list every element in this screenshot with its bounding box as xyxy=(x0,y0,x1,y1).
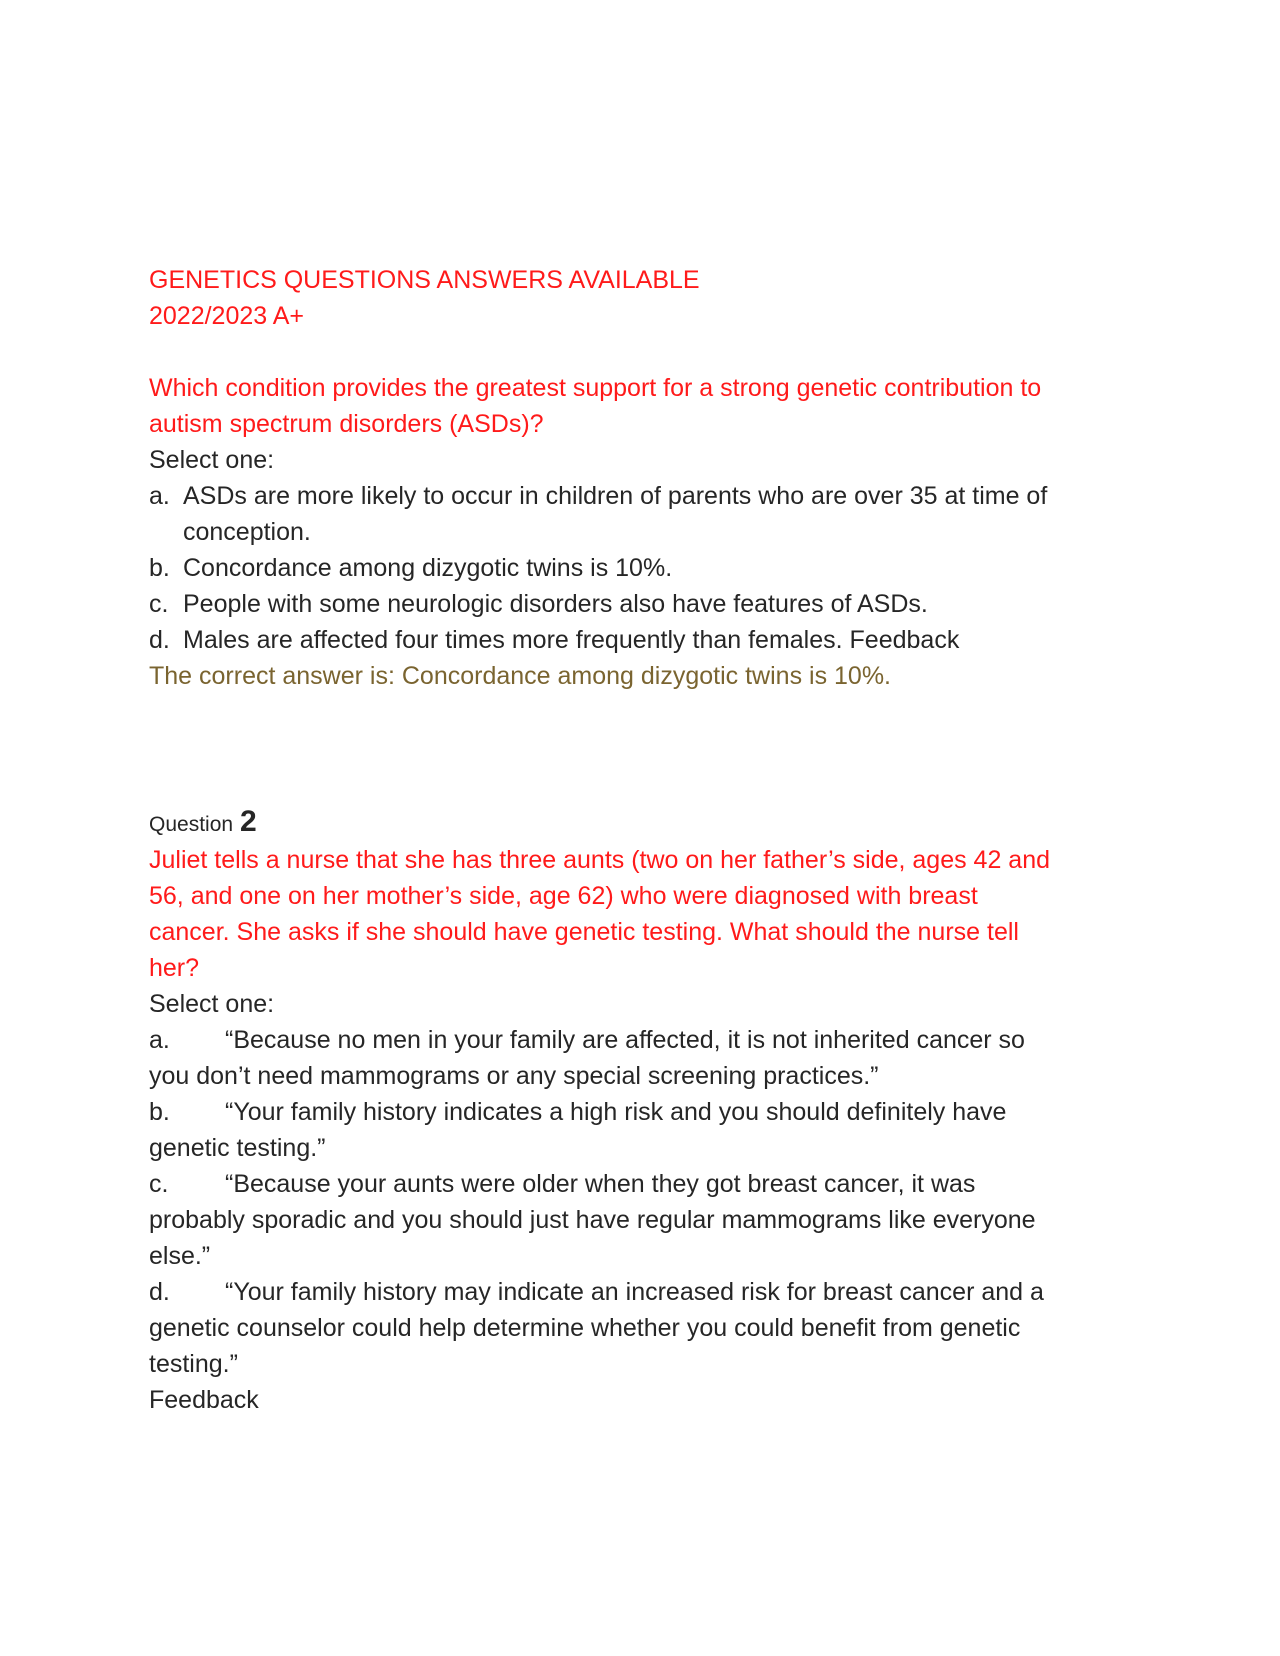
doc-title-line1: GENETICS QUESTIONS ANSWERS AVAILABLE xyxy=(149,266,700,294)
question-word: Question xyxy=(149,813,234,836)
q2-option-c[interactable] xyxy=(149,1166,1149,1274)
option-text-line1: “Your family history indicates a high risk and you should definitely have xyxy=(225,1098,1007,1126)
question-number: 2 xyxy=(240,805,257,838)
q1-option-a[interactable] xyxy=(149,478,1149,550)
option-text-line2: genetic counselor could help determine whether you could benefit from genetic xyxy=(149,1314,1021,1342)
q2-question-line2: 56, and one on her mother’s side, age 62) who were diagnosed with breast xyxy=(149,882,978,910)
option-text-line2: probably sporadic and you should just have regular mammograms like everyone xyxy=(149,1206,1036,1234)
option-text-line3: else.” xyxy=(149,1242,211,1270)
q2-feedback-label: Feedback xyxy=(149,1386,259,1414)
option-letter: a. xyxy=(149,1026,170,1054)
q2-question-line4: her? xyxy=(149,954,200,982)
option-text: Males are affected four times more frequently than females. Feedback xyxy=(183,626,960,654)
option-letter: b. xyxy=(149,554,170,582)
q2-option-a[interactable] xyxy=(149,1022,1149,1094)
option-text-line3: testing.” xyxy=(149,1350,238,1378)
option-text-line2: genetic testing.” xyxy=(149,1134,326,1162)
q2-heading xyxy=(149,802,1149,842)
option-letter: d. xyxy=(149,1278,170,1306)
q1-option-d[interactable] xyxy=(149,622,1149,658)
q1-option-c[interactable] xyxy=(149,586,1149,622)
q2-option-b[interactable] xyxy=(149,1094,1149,1166)
option-letter: a. xyxy=(149,482,170,510)
q1-select-label: Select one: xyxy=(149,446,275,474)
document-content xyxy=(149,262,1149,1418)
option-letter: b. xyxy=(149,1098,170,1126)
q1-question-line2: autism spectrum disorders (ASDs)? xyxy=(149,410,544,438)
option-text: Concordance among dizygotic twins is 10%. xyxy=(183,554,673,582)
q2-question-line1: Juliet tells a nurse that she has three aunts (two on her father’s side, ages 42 and xyxy=(149,846,1051,874)
option-text-line1: “Because your aunts were older when they got breast cancer, it was xyxy=(225,1170,976,1198)
option-letter: c. xyxy=(149,590,169,618)
q2-select-label: Select one: xyxy=(149,990,275,1018)
doc-title-line2: 2022/2023 A+ xyxy=(149,302,305,330)
option-letter: d. xyxy=(149,626,170,654)
option-text-line1: “Your family history may indicate an increased risk for breast cancer and a xyxy=(225,1278,1044,1306)
option-text-line2: you don’t need mammograms or any special screening practices.” xyxy=(149,1062,879,1090)
option-text: ASDs are more likely to occur in children of parents who are over 35 at time of conception. xyxy=(183,482,1048,546)
option-letter: c. xyxy=(149,1170,169,1198)
option-text-line1: “Because no men in your family are affected, it is not inherited cancer so xyxy=(225,1026,1025,1054)
q2-question-line3: cancer. She asks if she should have genetic testing. What should the nurse tell xyxy=(149,918,1019,946)
q1-question-line1: Which condition provides the greatest support for a strong genetic contribution to xyxy=(149,374,1042,402)
q2-option-d[interactable] xyxy=(149,1274,1149,1382)
option-text: People with some neurologic disorders also have features of ASDs. xyxy=(183,590,928,618)
q1-option-b[interactable] xyxy=(149,550,1149,586)
q1-correct-answer: The correct answer is: Concordance among dizygotic twins is 10%. xyxy=(149,662,891,690)
